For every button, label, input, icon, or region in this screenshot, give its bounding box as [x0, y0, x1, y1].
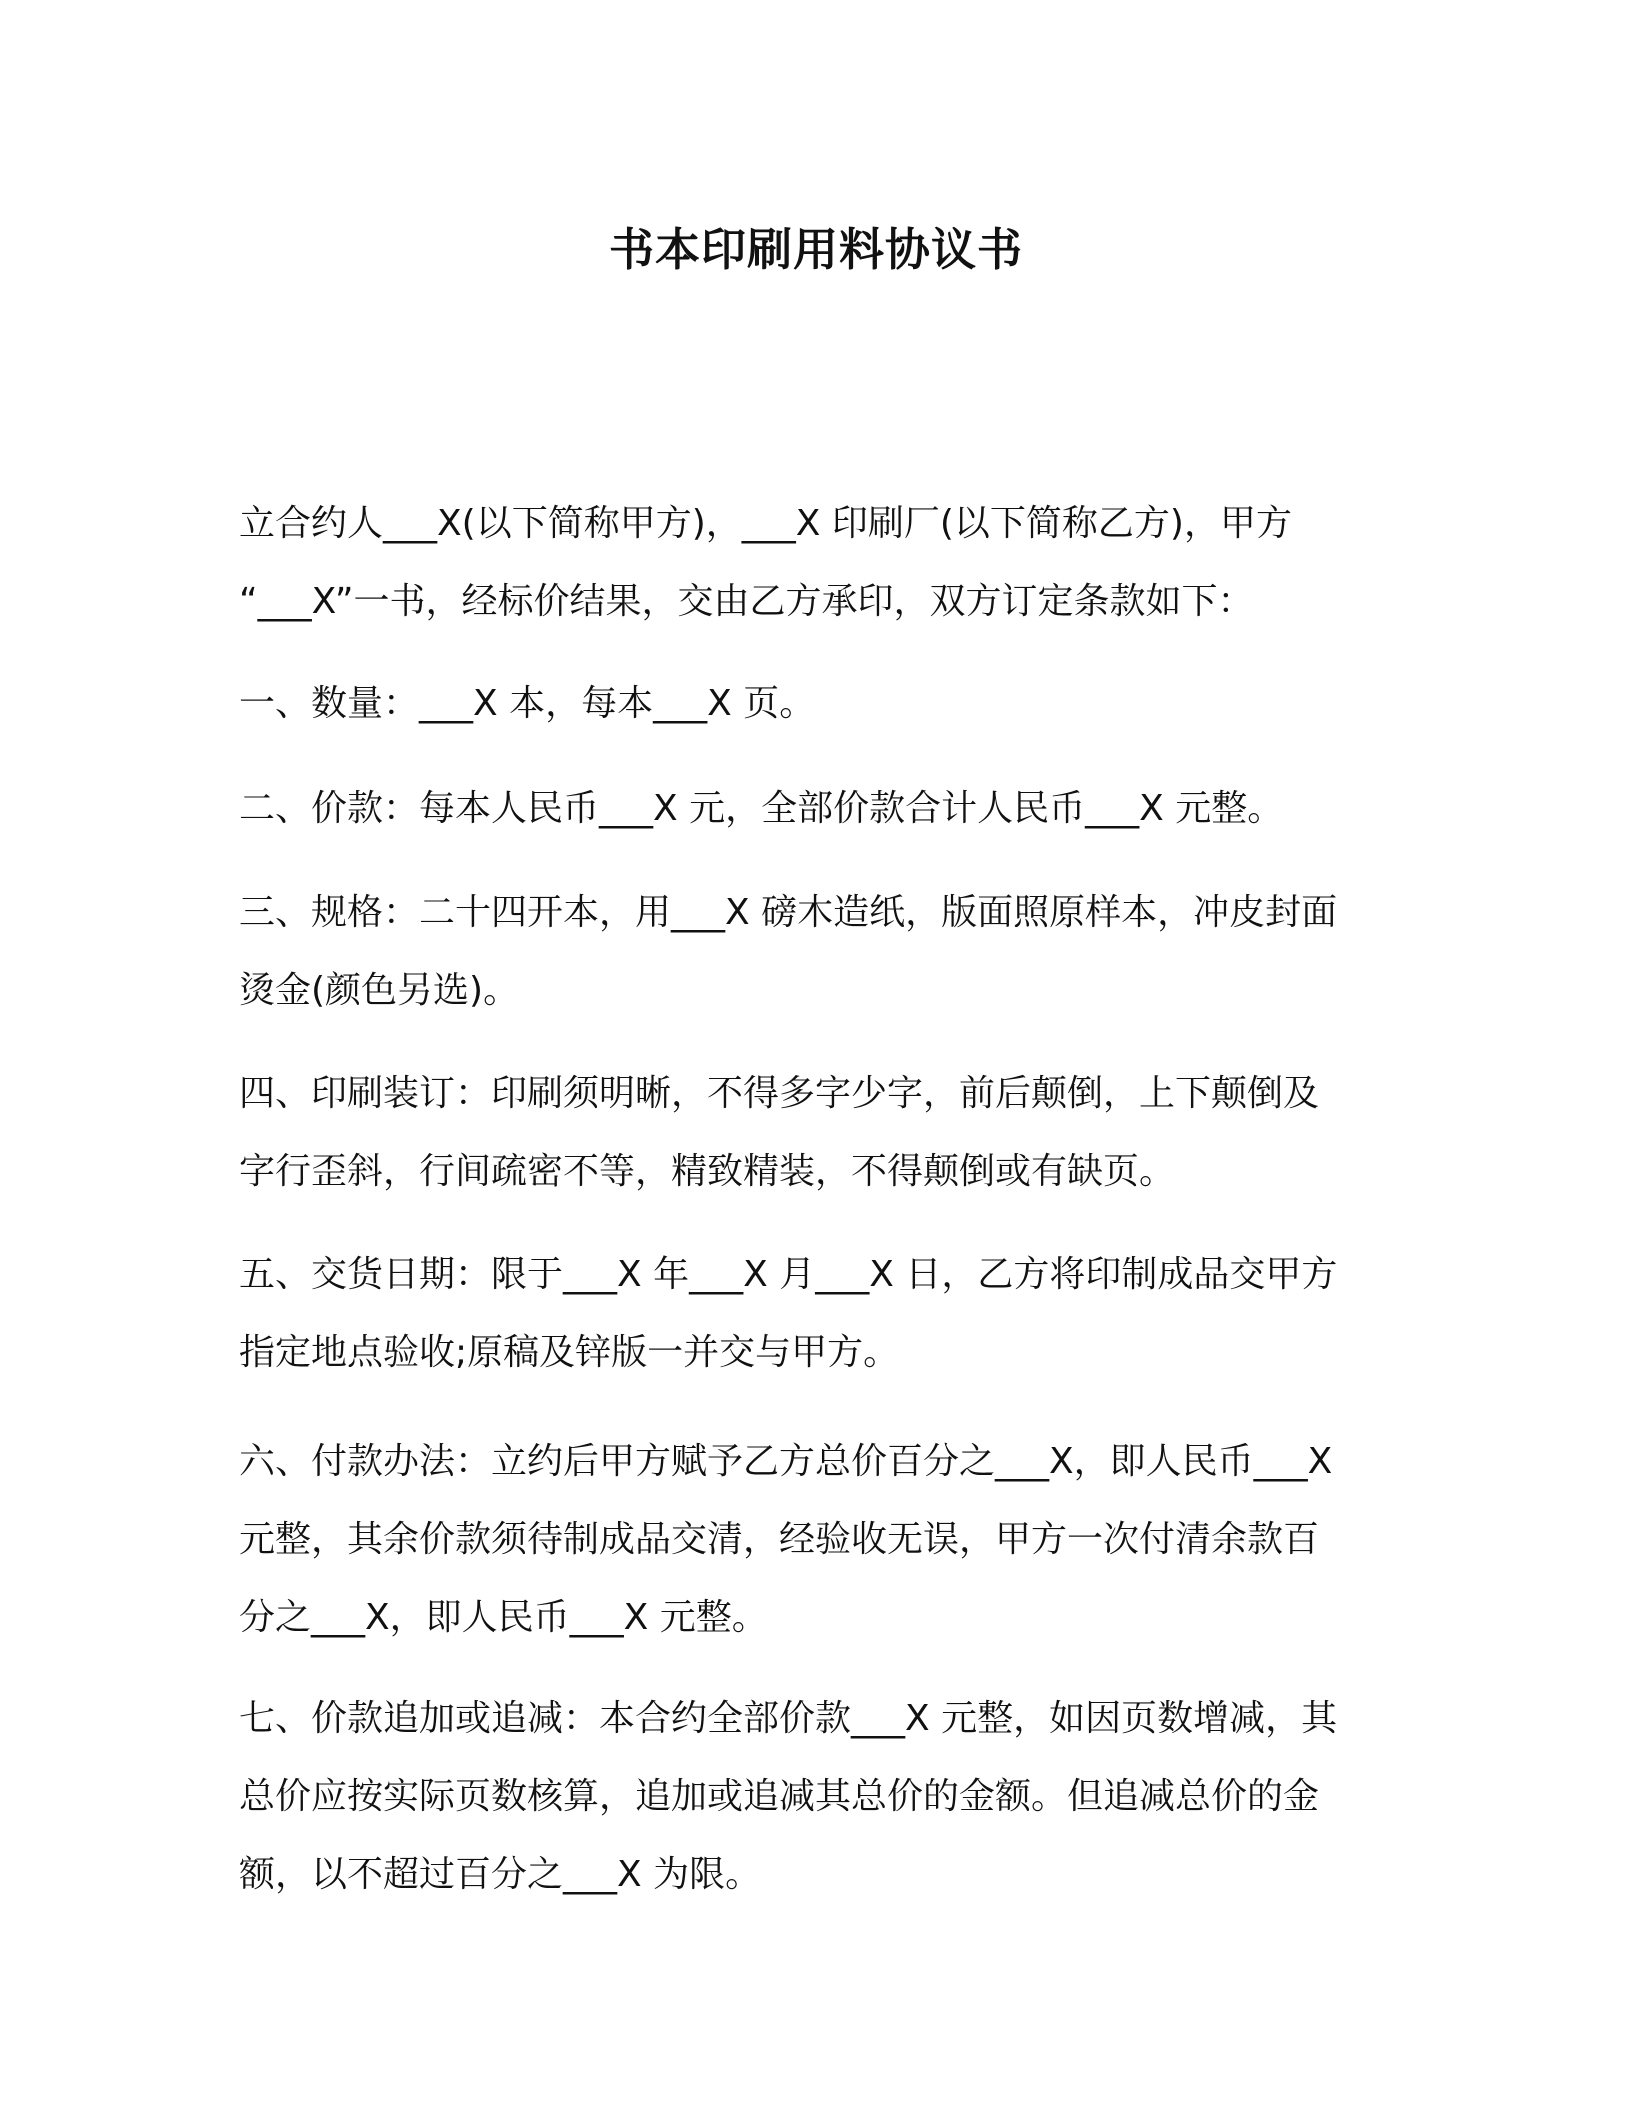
paragraph-clause-price — [239, 770, 1389, 848]
text-line: 三、规格：二十四开本，用___X 磅木造纸，版面照原样本，冲皮封面 — [239, 892, 1338, 933]
text-line: 七、价款追加或追减：本合约全部价款___X 元整，如因页数增减，其 — [239, 1698, 1338, 1739]
paragraph-clause-specification — [239, 874, 1389, 1030]
text-line: 额，以不超过百分之___X 为限。 — [239, 1854, 762, 1895]
text-line: 立合约人___X(以下简称甲方)，___X 印刷厂(以下简称乙方)，甲方 — [239, 503, 1292, 544]
paragraph-clause-payment — [239, 1423, 1389, 1657]
text-line: 六、付款办法：立约后甲方赋予乙方总价百分之___X，即人民币___X — [239, 1441, 1333, 1482]
paragraph-parties — [239, 485, 1389, 641]
paragraph-clause-delivery — [239, 1236, 1389, 1392]
text-line: 二、价款：每本人民币___X 元，全部价款合计人民币___X 元整。 — [239, 788, 1284, 829]
paragraph-clause-adjustment — [239, 1680, 1389, 1914]
text-line: 元整，其余价款须待制成品交清，经验收无误，甲方一次付清余款百 — [239, 1519, 1320, 1560]
paragraph-clause-printing — [239, 1055, 1389, 1211]
text-line: 一、数量：___X 本，每本___X 页。 — [239, 683, 816, 724]
text-line: 指定地点验收;原稿及锌版一并交与甲方。 — [239, 1332, 900, 1373]
document-title: 书本印刷用料协议书 — [608, 223, 1023, 276]
text-line: 五、交货日期：限于___X 年___X 月___X 日，乙方将印制成品交甲方 — [239, 1254, 1338, 1295]
paragraph-clause-quantity — [239, 665, 1389, 743]
text-line: 字行歪斜，行间疏密不等，精致精装，不得颠倒或有缺页。 — [239, 1151, 1176, 1192]
text-line: 烫金(颜色另选)。 — [239, 970, 520, 1011]
text-line: 分之___X，即人民币___X 元整。 — [239, 1597, 768, 1638]
text-line: 四、印刷装订：印刷须明晰，不得多字少字，前后颠倒，上下颠倒及 — [239, 1073, 1320, 1114]
text-line: 总价应按实际页数核算，追加或追减其总价的金额。但追减总价的金 — [239, 1776, 1320, 1817]
text-line: “___X”一书，经标价结果，交由乙方承印，双方订定条款如下： — [239, 581, 1254, 622]
